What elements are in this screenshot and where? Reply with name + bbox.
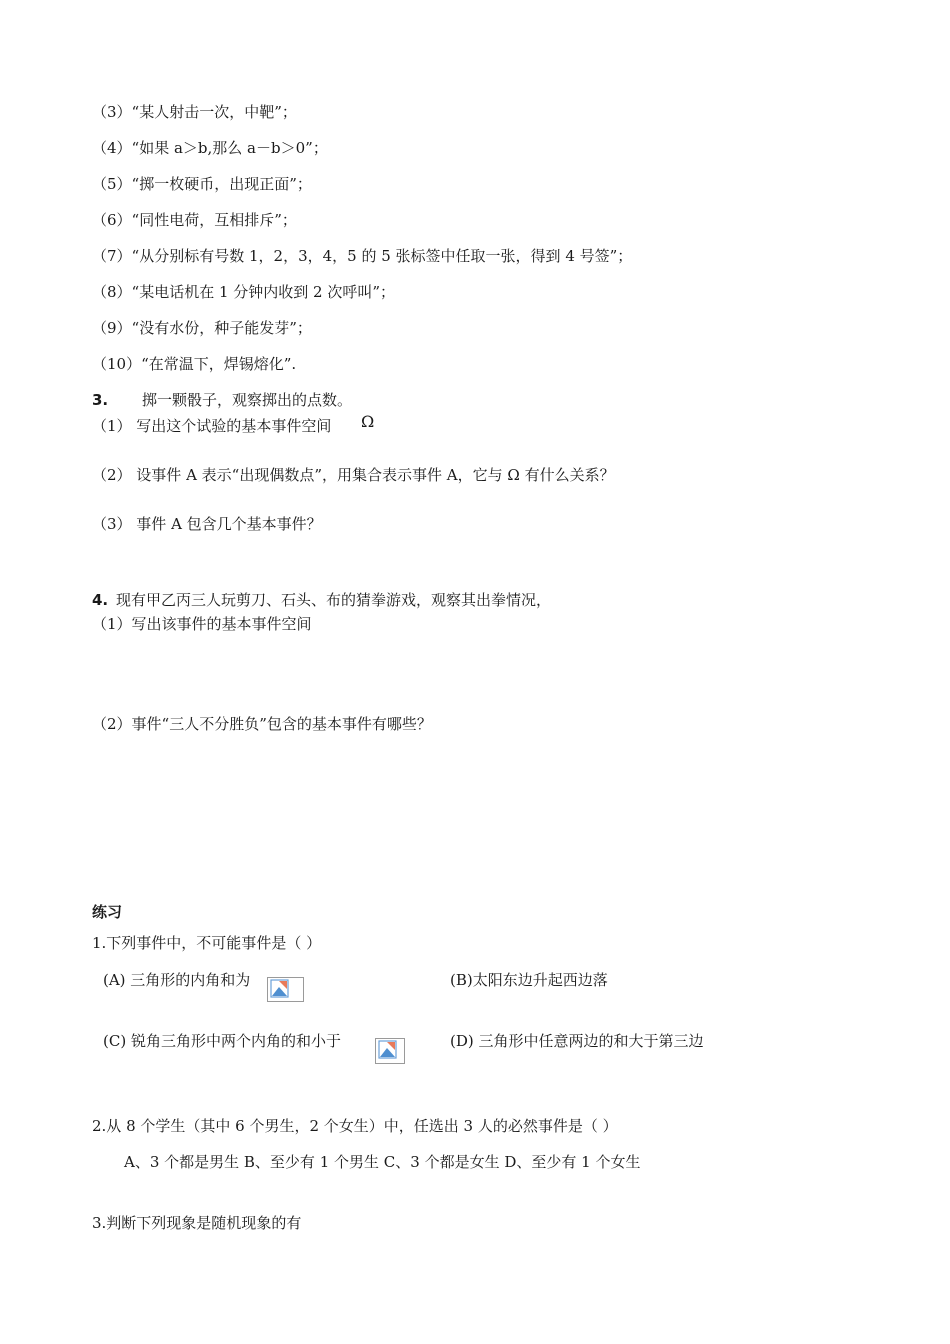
q2-item-6: （6）“同性电荷，互相排斥”； xyxy=(92,211,297,229)
q2-item-10: （10）“在常温下，焊锡熔化”. xyxy=(92,355,297,373)
practice-q3-stem: 3.判断下列现象是随机现象的有 xyxy=(92,1214,302,1232)
q3-sub1: （1） 写出这个试验的基本事件空间 xyxy=(92,417,332,435)
practice-q2-options: A、3 个都是男生 B、至少有 1 个男生 C、3 个都是女生 D、至少有 1 个女生 xyxy=(124,1153,641,1171)
broken-image-icon xyxy=(375,1038,405,1064)
q2-item-9: （9）“没有水份，种子能发芽”； xyxy=(92,319,312,337)
practice-q1-option-d: (D) 三角形中任意两边的和大于第三边 xyxy=(450,1032,704,1050)
practice-title: 练习 xyxy=(92,903,123,921)
practice-q2-stem: 2.从 8 个学生（其中 6 个男生，2 个女生）中，任选出 3 人的必然事件是（ ） xyxy=(92,1117,618,1135)
practice-q1-option-a: (A) 三角形的内角和为 xyxy=(103,971,251,989)
q4-number: 4. xyxy=(92,591,109,609)
q2-item-5: （5）“掷一枚硬币，出现正面”； xyxy=(92,175,312,193)
q4-sub1: （1）写出该事件的基本事件空间 xyxy=(92,615,312,633)
q2-item-3: （3）“某人射击一次，中靶”； xyxy=(92,103,297,121)
q3-number: 3. xyxy=(92,391,109,409)
q2-item-7: （7）“从分别标有号数 1，2，3，4，5 的 5 张标签中任取一张，得到 4 号签”； xyxy=(92,247,633,265)
practice-q1-option-b: (B)太阳东边升起西边落 xyxy=(450,971,608,989)
practice-q1-option-c: (C) 锐角三角形中两个内角的和小于 xyxy=(103,1032,341,1050)
q2-item-8: （8）“某电话机在 1 分钟内收到 2 次呼叫”； xyxy=(92,283,396,301)
q3-sub2: （2） 设事件 A 表示“出现偶数点”，用集合表示事件 A，它与 Ω 有什么关系？ xyxy=(92,466,615,484)
q4-sub2: （2）事件“三人不分胜负”包含的基本事件有哪些？ xyxy=(92,715,432,733)
q2-item-4: （4）“如果 a＞b,那么 a－b＞0”； xyxy=(92,139,328,157)
q3-stem: 掷一颗骰子，观察掷出的点数。 xyxy=(142,391,353,409)
omega-symbol-icon: Ω xyxy=(361,412,375,431)
broken-image-icon xyxy=(267,977,304,1002)
q4-stem: 现有甲乙丙三人玩剪刀、石头、布的猜拳游戏，观察其出拳情况， xyxy=(116,591,552,609)
q3-sub3: （3） 事件 A 包含几个基本事件？ xyxy=(92,515,322,533)
practice-q1-stem: 1.下列事件中，不可能事件是（ ） xyxy=(92,934,322,952)
